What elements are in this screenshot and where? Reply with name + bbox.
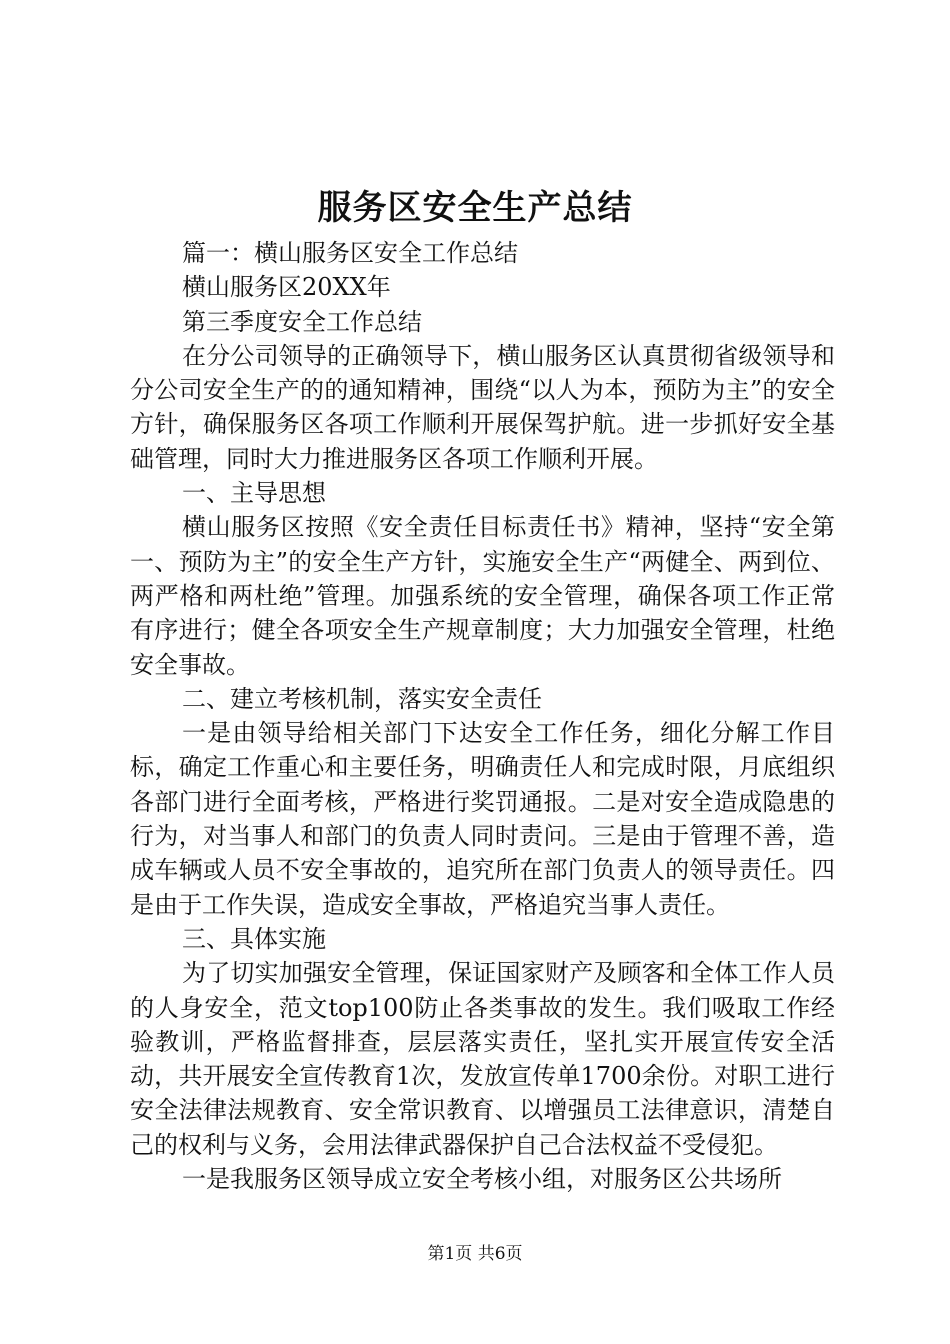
document-title: 服务区安全生产总结 [317,188,633,228]
paragraph-section-3: 为了切实加强安全管理，保证国家财产及顾客和全体工作人员的人身安全，范文top100防止各类事故的发生。我们吸取工作经验教训，严格监督排查，层层落实责任，坚扎实开展宣传安全活动，共开展安全宣传教育1次，发放宣传单1700余份。对职工进行安全法律法规教育、安全常识教育、以增强员工法律意识，清楚自己的权利与义务，会用法律武器保护自己合法权益不受侵犯。 [130,959,835,1159]
section-heading-2: 二、建立考核机制，落实安全责任 [182,684,542,713]
paragraph-intro: 在分公司领导的正确领导下，横山服务区认真贯彻省级领导和分公司安全生产的的通知精神，围绕“以人为本，预防为主”的安全方针，确保服务区各项工作顺利开展保驾护航。进一步抓好安全基础管理，同时大力推进服务区各项工作顺利开展。 [130,341,835,473]
section-heading-1: 一、主导思想 [182,479,326,508]
paragraph-subtitle-2: 第三季度安全工作总结 [182,307,422,336]
paragraph-section-1: 横山服务区按照《安全责任目标责任书》精神，坚持“安全第一、预防为主”的安全生产方针，实施安全生产“两健全、两到位、两严格和两杜绝”管理。加强系统的安全管理，确保各项工作正常有序进行；健全各项安全生产规章制度；大力加强安全管理，杜绝安全事故。 [130,513,835,679]
section-heading-3: 三、具体实施 [182,924,326,953]
document-body [130,236,835,1196]
paragraph-section-3-continued: 一是我服务区领导成立安全考核小组，对服务区公共场所 [182,1165,782,1194]
paragraph-section-2: 一是由领导给相关部门下达安全工作任务，细化分解工作目标，确定工作重心和主要任务，明确责任人和完成时限，月底组织各部门进行全面考核，严格进行奖罚通报。二是对安全造成隐患的行为，对当事人和部门的负责人同时责问。三是由于管理不善，造成车辆或人员不安全事故的，追究所在部门负责人的领导责任。四是由于工作失误，造成安全事故，严格追究当事人责任。 [130,719,835,919]
paragraph-heading-article: 篇一：横山服务区安全工作总结 [182,239,518,267]
page-footer: 第1页 共6页 [427,1244,523,1264]
paragraph-subtitle-1: 横山服务区20XX年 [182,273,391,302]
